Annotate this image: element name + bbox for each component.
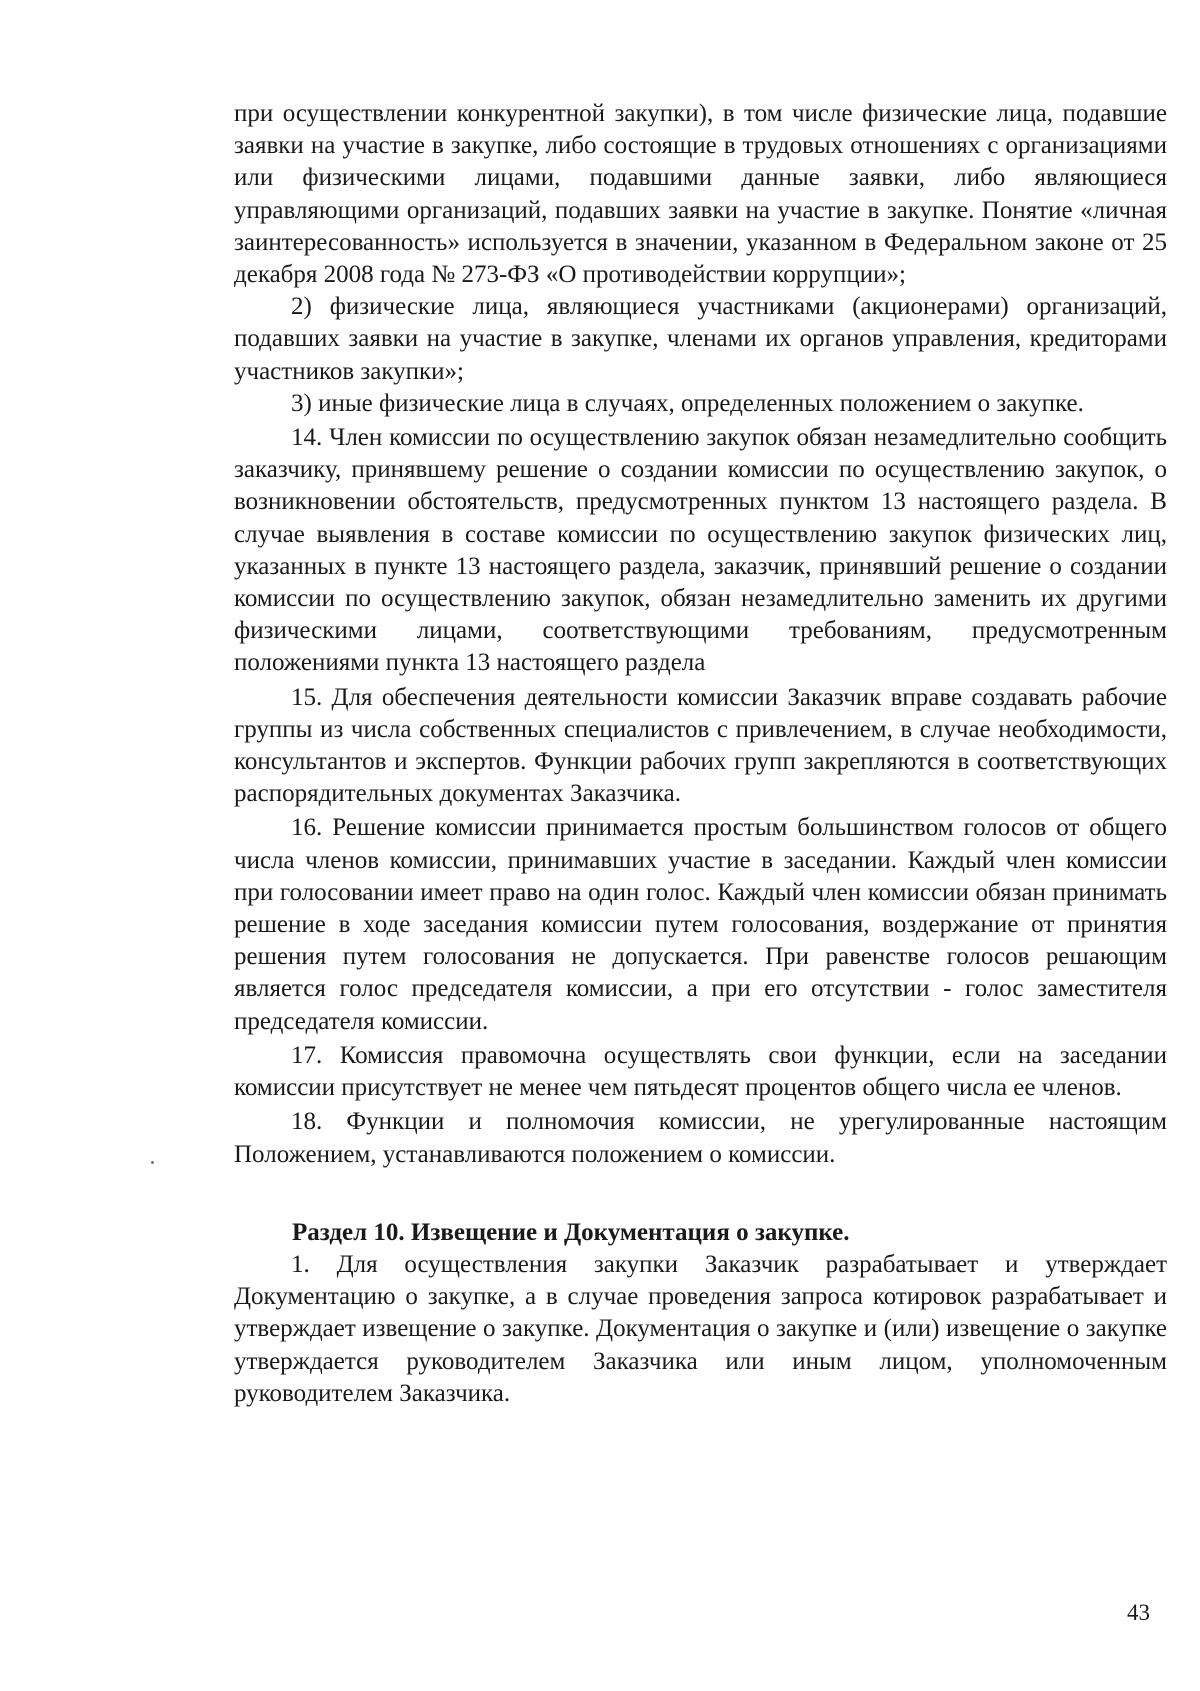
section-spacer	[234, 1171, 1167, 1217]
paragraph-clause-17: 17. Комиссия правомочна осуществлять свои функции, если на заседании комиссии присутствует не менее чем пятьдесят процентов общего числа ее членов.	[234, 1041, 1167, 1102]
paragraph-clause-14: 14. Член комиссии по осуществлению закупок обязан незамедлительно сообщить заказчику, принявшему решение о создании комиссии по осуществлению закупок, о возникновении обстоятельств, предусмотренных пунктом 13 настоящего раздела. В случае выявления в составе комиссии по осуществлению закупок физических лиц, указанных в пункте 13 настоящего раздела, заказчик, принявший решение о создании комиссии по осуществлению закупок, обязан незамедлительно заменить их другими физическими лицами, соответствующими требованиям, предусмотренным положениями пункта 13 настоящего раздела	[234, 424, 1167, 677]
paragraph-clause-16: 16. Решение комиссии принимается простым большинством голосов от общего числа членов комиссии, принимавших участие в заседании. Каждый член комиссии при голосовании имеет право на один голос. Каждый член комиссии обязан принимать решение в ходе заседания комиссии путем голосования, воздержание от принятия решения путем голосования не допускается. При равенстве голосов решающим является голос председателя комиссии, а при его отсутствии - голос заместителя председателя комиссии.	[234, 814, 1167, 1035]
paragraph-clause-15: 15. Для обеспечения деятельности комиссии Заказчик вправе создавать рабочие группы из числа собственных специалистов с привлечением, в случае необходимости, консультантов и экспертов. Функции рабочих групп закрепляются в соответствующих распорядительных документах Заказчика.	[234, 683, 1167, 808]
paragraph-item-2: 2) физические лица, являющиеся участниками (акционерами) организаций, подавших заявки на участие в закупке, членами их органов управления, кредиторами участников закупки»;	[234, 293, 1167, 385]
paragraph-continuation: при осуществлении конкурентной закупки), в том числе физические лица, подавшие заявки на участие в закупке, либо состоящие в трудовых отношениях с организациями или физическими лицами, подавшими данные заявки, либо являющиеся управляющими организаций, подавших заявки на участие в закупке. Понятие «личная заинтересованность» используется в значении, указанном в Федеральном законе от 25 декабря 2008 года № 273-ФЗ «О противодействии коррупции»;	[234, 100, 1167, 289]
paragraph-item-3: 3) иные физические лица в случаях, определенных положением о закупке.	[291, 389, 1084, 417]
document-body	[234, 98, 1167, 1410]
section-heading: Раздел 10. Извещение и Документация о закупке.	[292, 1218, 850, 1246]
paragraph-section-10-clause-1: 1. Для осуществления закупки Заказчик разрабатывает и утверждает Документацию о закупке, а в случае проведения запроса котировок разрабатывает и утверждает извещение о закупке. Документация о закупке и (или) извещение о закупке утверждается руководителем Заказчика или иным лицом, уполномоченным руководителем Заказчика.	[234, 1250, 1167, 1407]
scan-speck	[151, 1161, 154, 1164]
page-number: 43	[1127, 1600, 1150, 1625]
paragraph-clause-18: 18. Функции и полномочия комиссии, не урегулированные настоящим Положением, устанавливаются положением о комиссии.	[234, 1108, 1167, 1168]
